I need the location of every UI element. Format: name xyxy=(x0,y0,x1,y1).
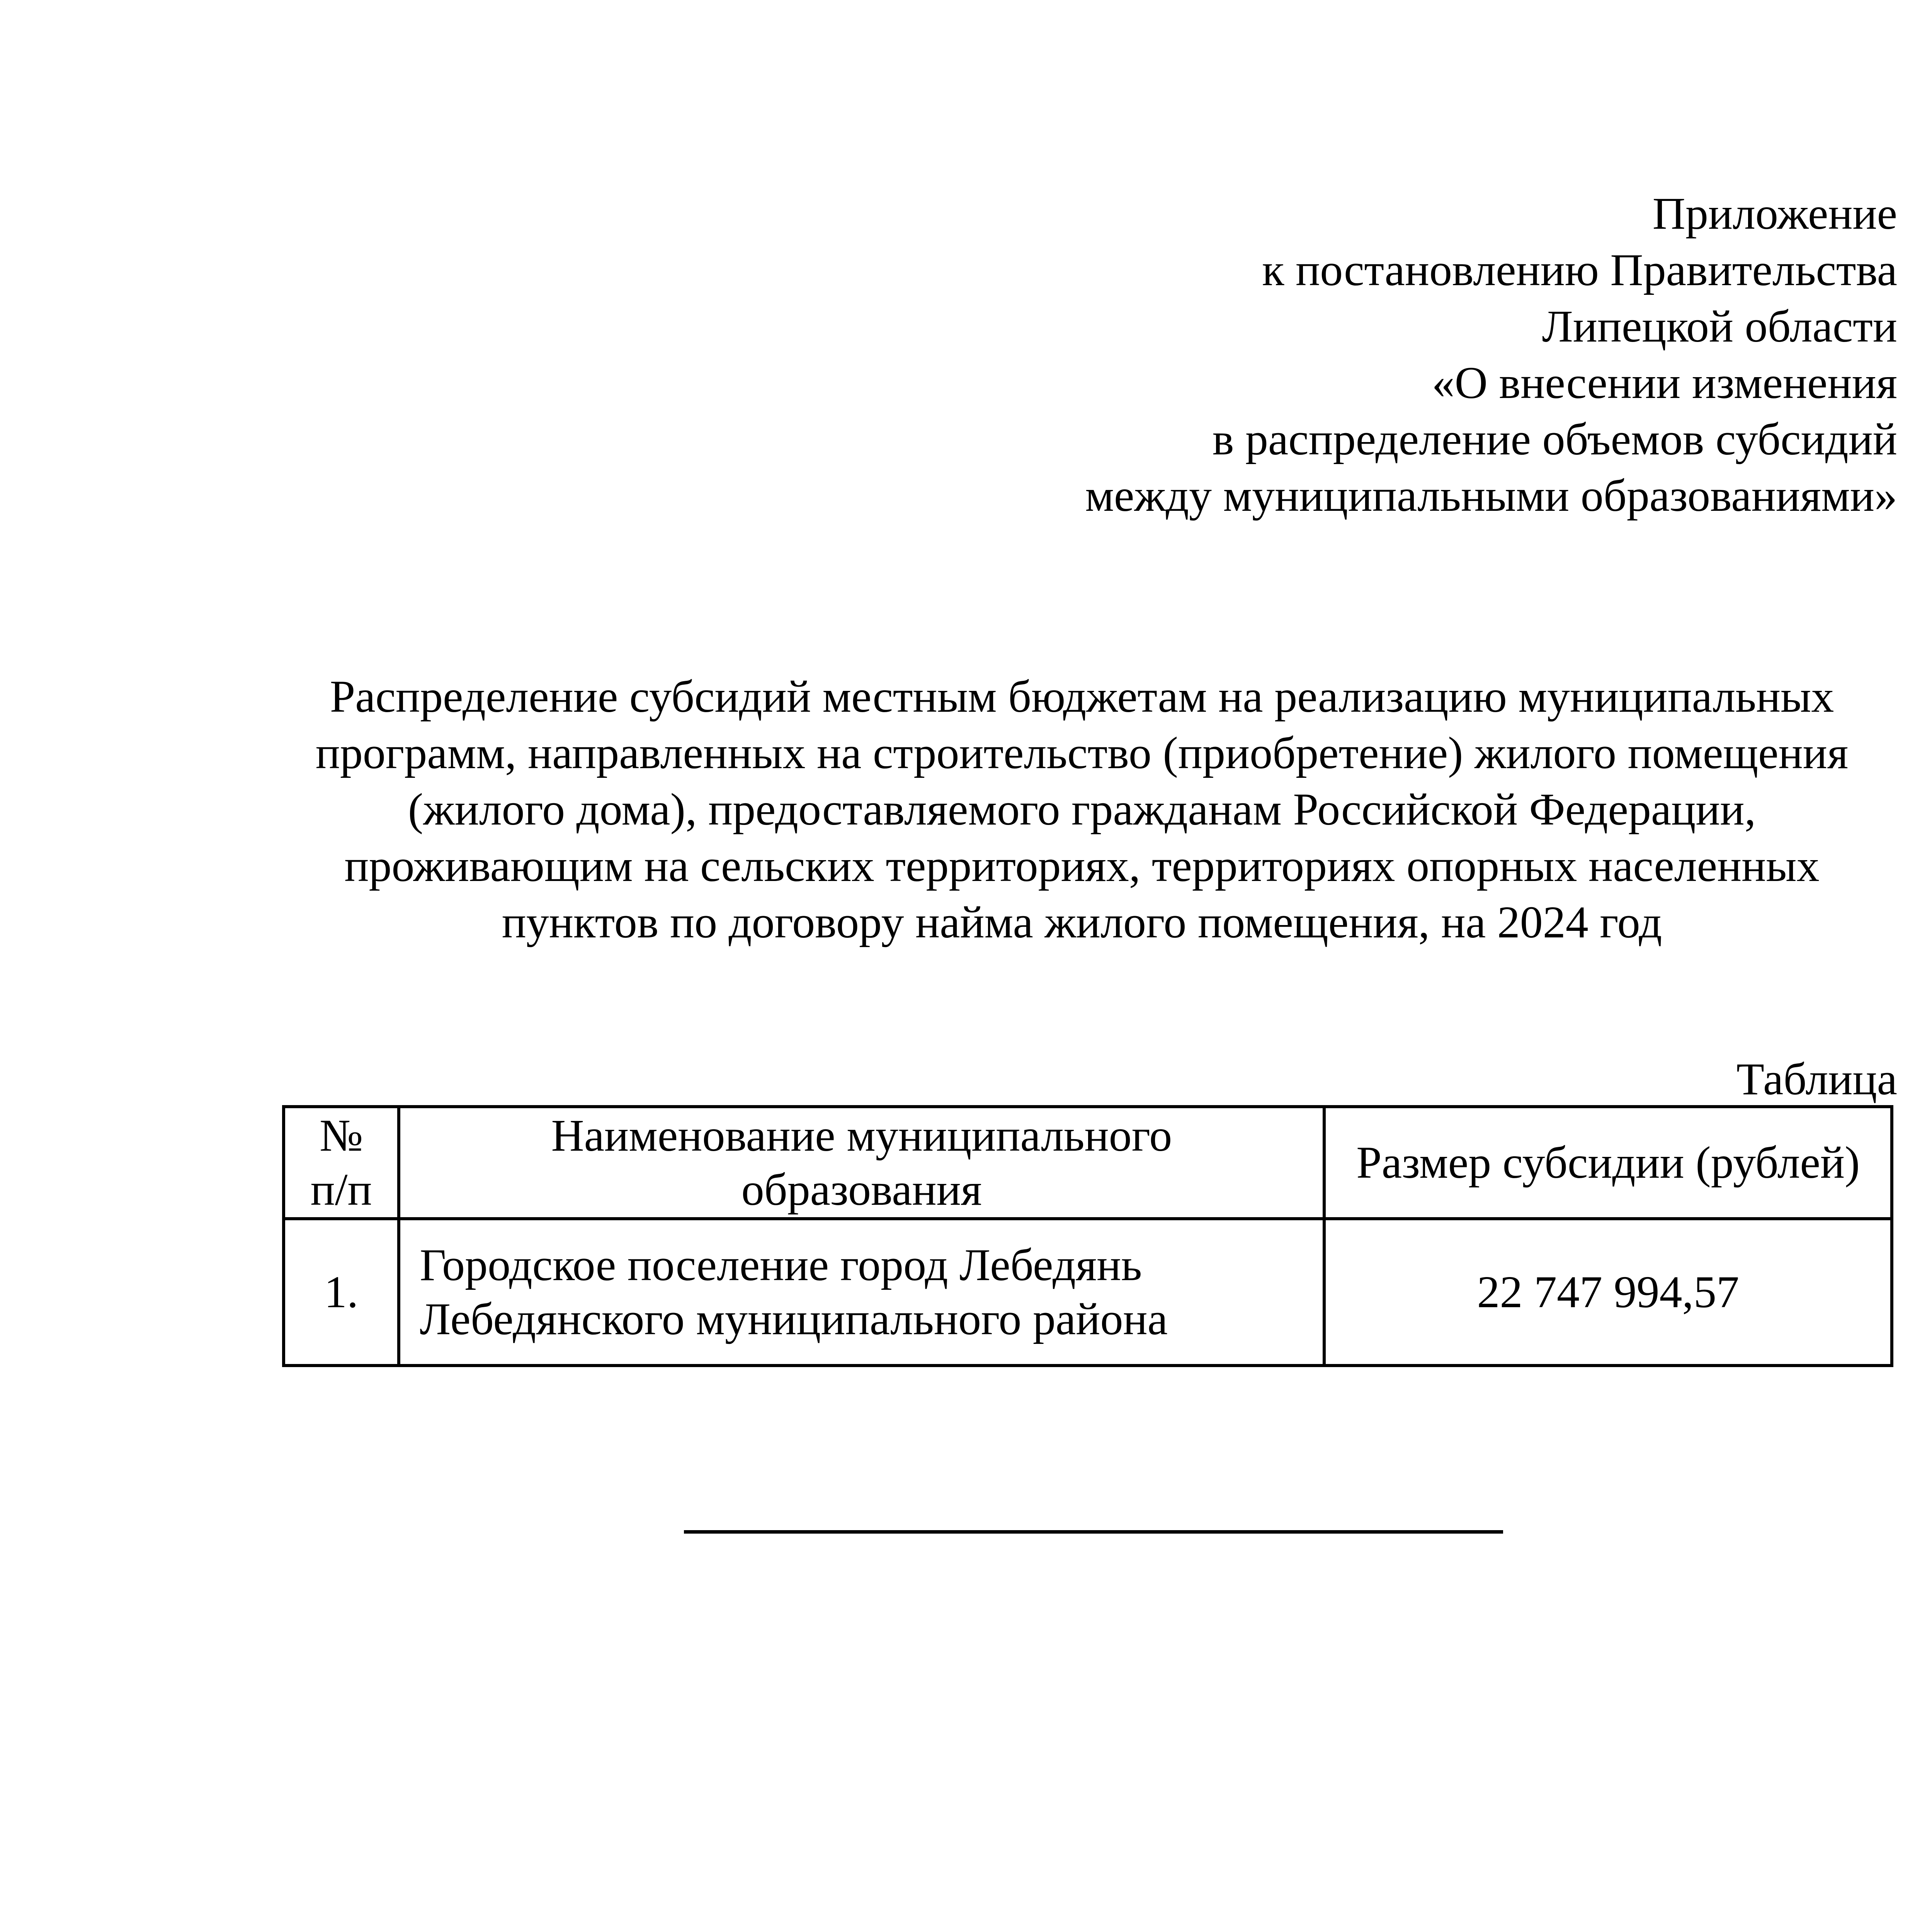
table-header-row xyxy=(284,1107,1892,1219)
end-divider-line xyxy=(684,1530,1503,1534)
table-caption: Таблица xyxy=(1736,1054,1897,1104)
appendix-line: в распределение объемов субсидий xyxy=(1212,414,1897,464)
header-number-line1: № xyxy=(319,1110,363,1161)
title-line: (жилого дома), предоставляемого гражданам Российской Федерации, xyxy=(408,784,1756,835)
appendix-line: к постановлению Правительства xyxy=(1262,245,1897,295)
title-line: программ, направленных на строительство (приобретение) жилого помещения xyxy=(315,728,1849,778)
title-line: пунктов по договору найма жилого помещения, на 2024 год xyxy=(502,897,1662,947)
appendix-line: Липецкой области xyxy=(1542,301,1897,352)
document-title xyxy=(270,668,1893,951)
row-name-line2: Лебедянского муниципального района xyxy=(420,1294,1168,1344)
row-municipality-name xyxy=(399,1219,1324,1366)
row-number: 1. xyxy=(284,1219,399,1366)
header-name-line2: образования xyxy=(741,1164,982,1215)
header-number xyxy=(284,1107,399,1219)
appendix-header xyxy=(815,185,1897,524)
row-name-line1: Городское поселение город Лебедянь xyxy=(420,1240,1142,1290)
row-subsidy-amount: 22 747 994,57 xyxy=(1324,1219,1892,1366)
subsidy-table xyxy=(282,1105,1893,1367)
appendix-line: между муниципальными образованиями» xyxy=(1085,470,1897,521)
header-subsidy-amount: Размер субсидии (рублей) xyxy=(1324,1107,1892,1219)
title-line: Распределение субсидий местным бюджетам на реализацию муниципальных xyxy=(330,671,1834,722)
header-name-line1: Наименование муниципального xyxy=(551,1110,1172,1161)
header-number-line2: п/п xyxy=(310,1164,372,1215)
table-row xyxy=(284,1219,1892,1366)
appendix-line: «О внесении изменения xyxy=(1432,357,1897,408)
header-municipality-name xyxy=(399,1107,1324,1219)
title-line: проживающим на сельских территориях, территориях опорных населенных xyxy=(344,840,1820,891)
appendix-line: Приложение xyxy=(1652,188,1897,239)
